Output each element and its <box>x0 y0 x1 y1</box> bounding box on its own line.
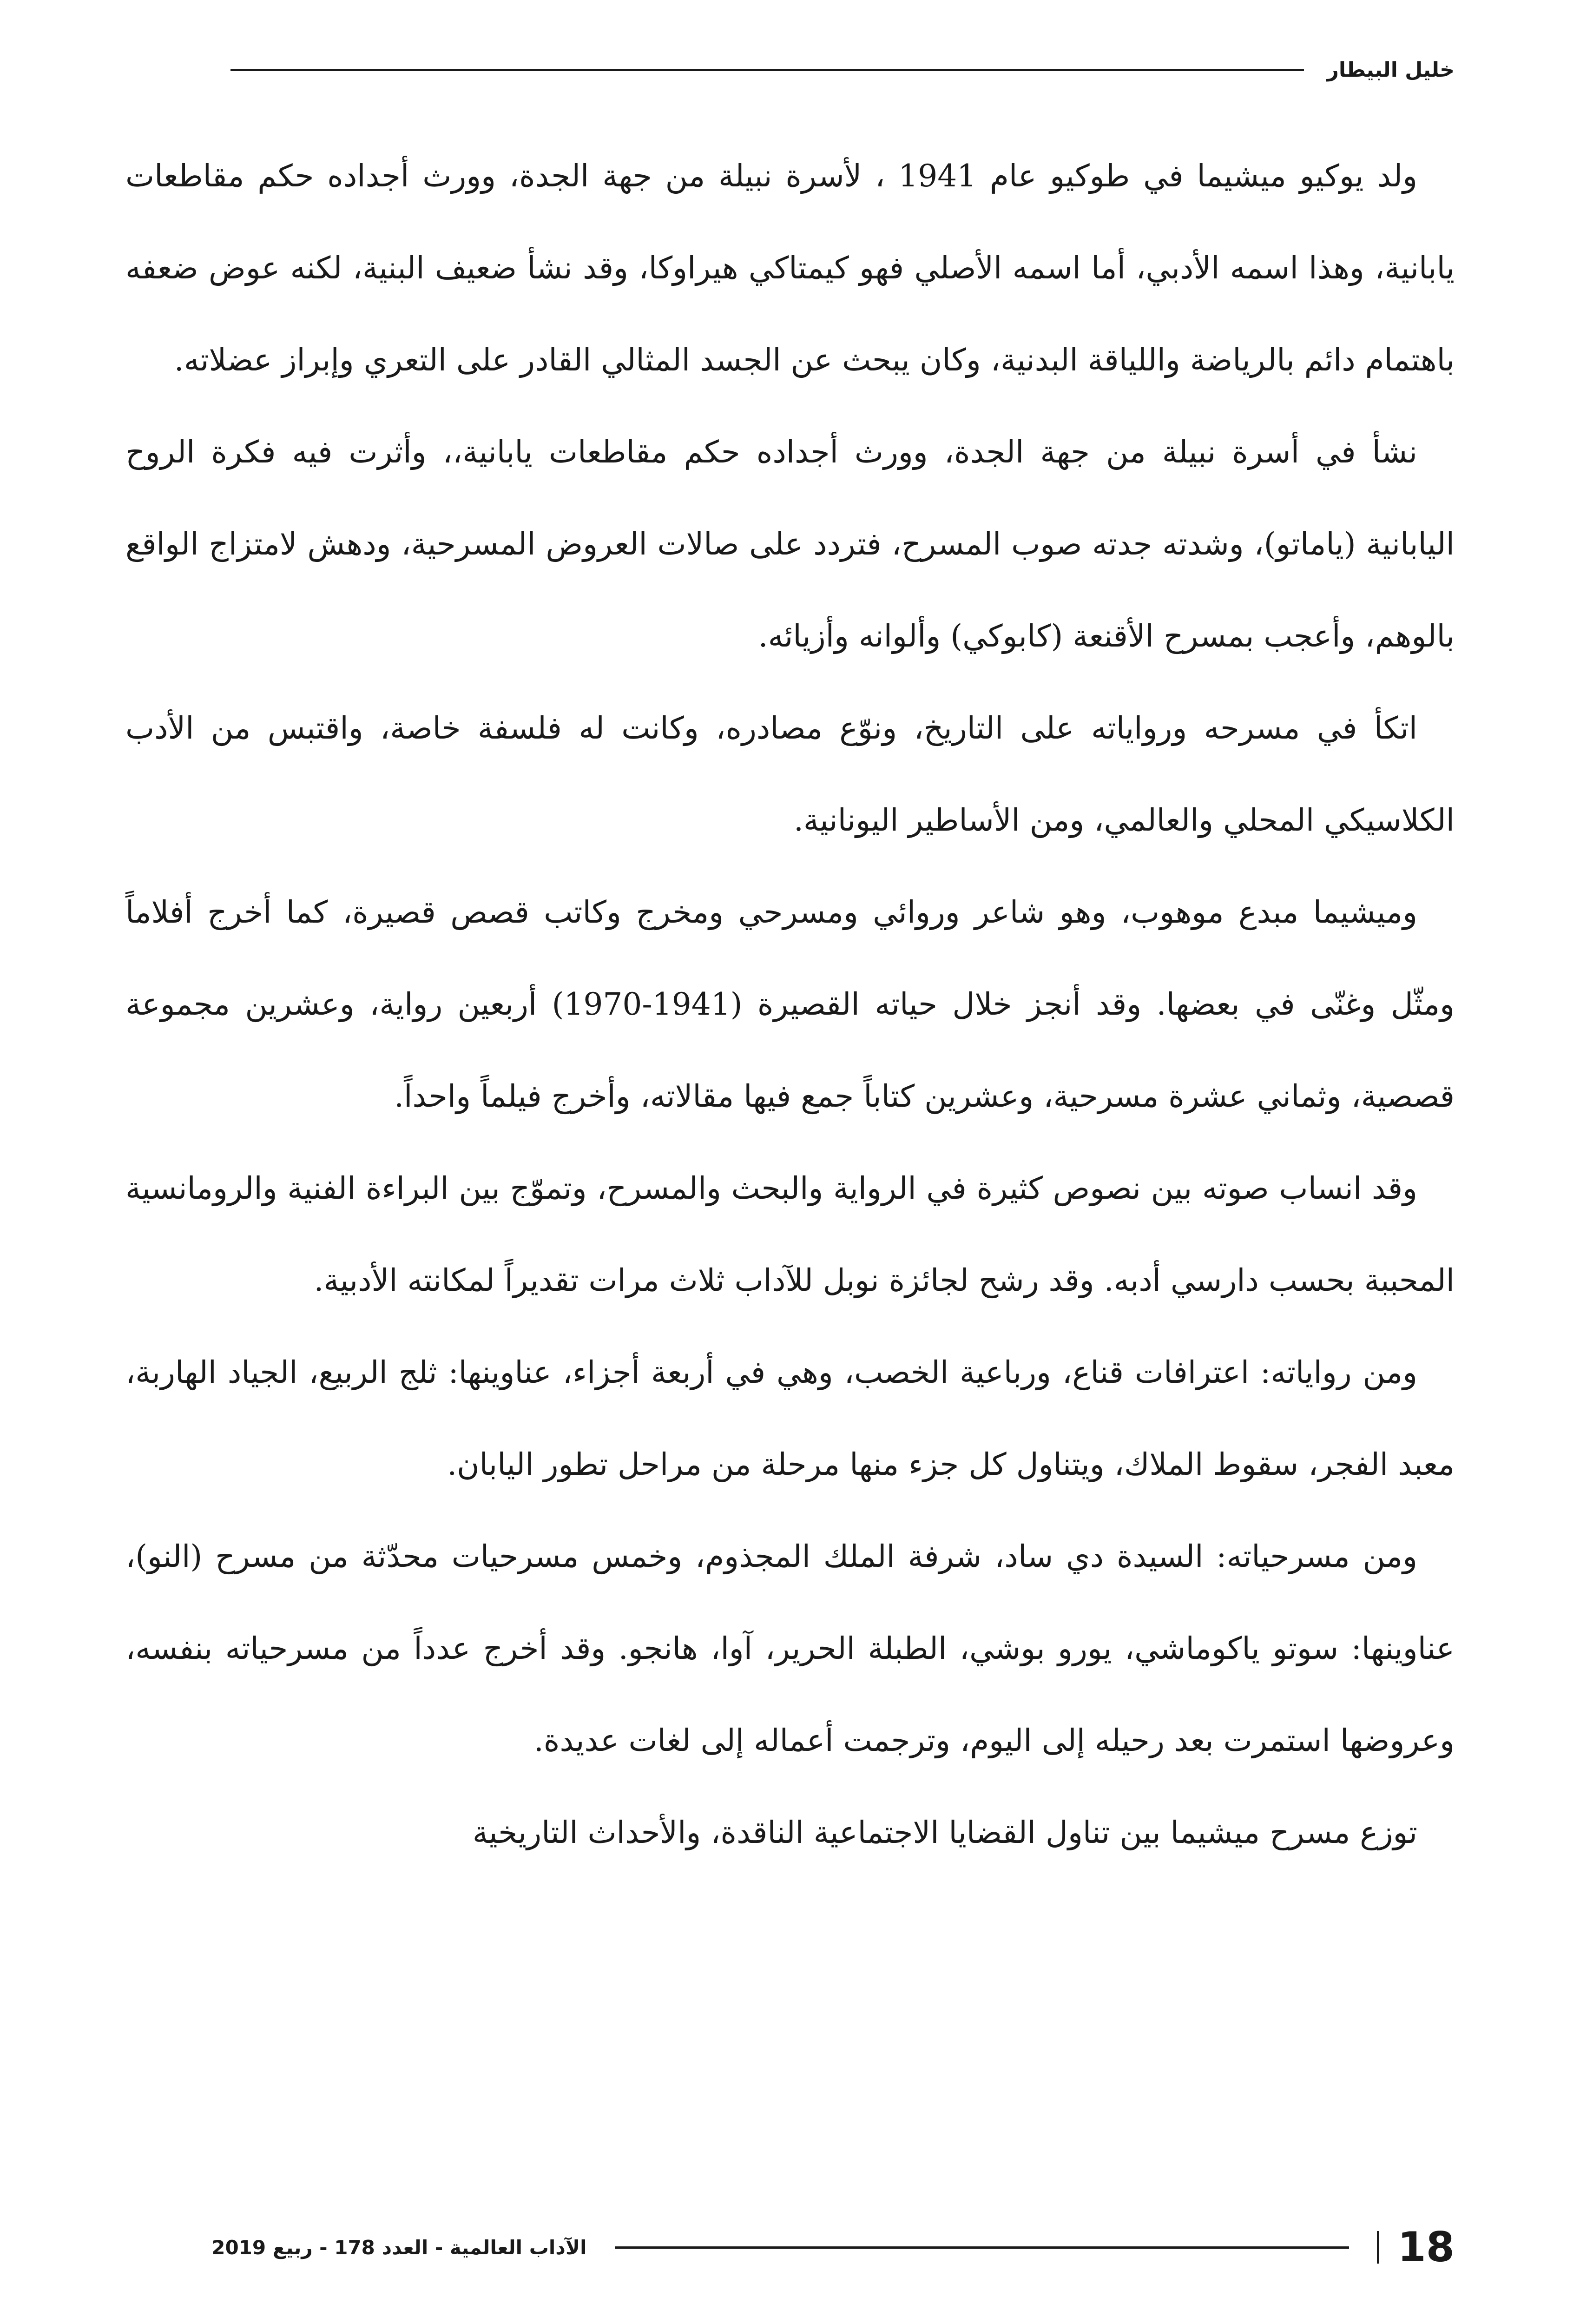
header-author: خليل البيطار <box>1327 58 1455 82</box>
paragraph: اتكأ في مسرحه ورواياته على التاريخ، ونوّع مصادره، وكانت له فلسفة خاصة، واقتبس من الأدب الكلاسيكي المحلي والعالمي، ومن الأساطير اليونانية. <box>125 710 1455 838</box>
running-header <box>125 51 1455 88</box>
footer-separator <box>1377 2231 1379 2264</box>
paragraph: ومن رواياته: اعترافات قناع، ورباعية الخصب، وهي في أربعة أجزاء، عناوينها: ثلج الربيع، الجياد الهاربة، معبد الفجر، سقوط الملاك، ويتناول كل جزء منها مرحلة من مراحل تطور اليابان. <box>125 1354 1455 1482</box>
paragraph: وقد انساب صوته بين نصوص كثيرة في الرواية والبحث والمسرح، وتموّج بين البراءة الفنية والرومانسية المحببة بحسب دارسي أدبه. وقد رشح لجائزة نوبل للآداب ثلاث مرات تقديراً لمكانته الأدبية. <box>125 1170 1455 1298</box>
page-footer <box>125 2222 1455 2273</box>
paragraph: توزع مسرح ميشيما بين تناول القضايا الاجتماعية الناقدة، والأحداث التاريخية <box>472 1815 1417 1850</box>
paragraph: ولد يوكيو ميشيما في طوكيو عام 1941 ، لأسرة نبيلة من جهة الجدة، وورث أجداده حكم مقاطعات يابانية، وهذا اسمه الأدبي، أما اسمه الأصلي فهو كيمتاكي هيراوكا، وقد نشأ ضعيف البنية، لكنه عوض ضعفه باهتمام دائم بالرياضة واللياقة البدنية، وكان يبحث عن الجسد المثالي القادر على التعري وإبراز عضلاته. <box>125 158 1455 378</box>
journal-citation: الآداب العالمية - العدد 178 - ربيع 2019 <box>211 2236 587 2259</box>
paragraph: نشأ في أسرة نبيلة من جهة الجدة، وورث أجداده حكم مقاطعات يابانية،، وأثرت فيه فكرة الروح اليابانية (ياماتو)، وشدته جدته صوب المسرح، فتردد على صالات العروض المسرحية، ودهش لامتزاج الواقع بالوهم، وأعجب بمسرح الأقنعة (كابوكي) وألوانه وأزيائه. <box>125 434 1455 654</box>
paragraph: ومن مسرحياته: السيدة دي ساد، شرفة الملك المجذوم، وخمس مسرحيات محدّثة من مسرح (النو)، عناوينها: سوتو ياكوماشي، يورو بوشي، الطبلة الحرير، آوا، هانجو. وقد أخرج عدداً من مسرحياته بنفسه، وعروضها استمرت بعد رحيله إلى اليوم، وترجمت أعماله إلى لغات عديدة. <box>125 1538 1455 1758</box>
article-body <box>125 130 1455 2147</box>
footer-rule <box>615 2246 1349 2249</box>
header-rule <box>230 69 1304 71</box>
paragraph: وميشيما مبدع موهوب، وهو شاعر وروائي ومسرحي ومخرج وكاتب قصص قصيرة، كما أخرج أفلاماً ومثّل وغنّى في بعضها. وقد أنجز خلال حياته القصيرة (1941-1970) أربعين رواية، وعشرين مجموعة قصصية، وثماني عشرة مسرحية، وعشرين كتاباً جمع فيها مقالاته، وأخرج فيلماً واحداً. <box>125 894 1455 1114</box>
page-number: 18 <box>1397 2223 1455 2271</box>
